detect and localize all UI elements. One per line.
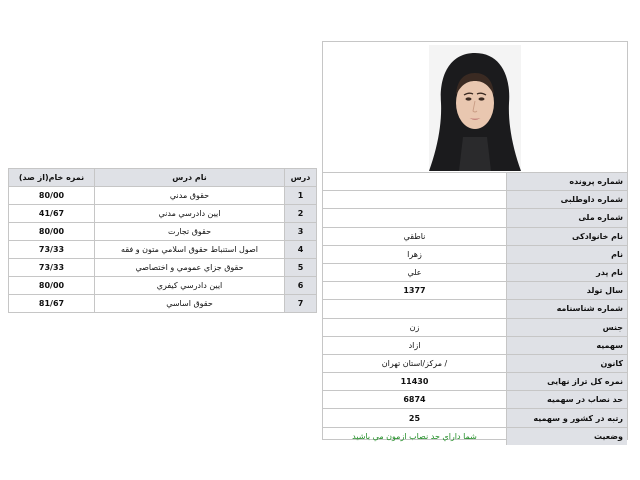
course-scores-table [8,168,317,313]
info-row-birth-year [323,282,627,300]
info-row-gender [323,318,627,336]
course-score: 80/00 [9,277,95,295]
candidate-profile-panel [322,41,628,440]
table-row [9,205,317,223]
rank-value: 25 [323,409,507,427]
course-number: 4 [285,241,317,259]
file-number-value [323,173,507,191]
birth-certificate-label: شماره شناسنامه [507,300,628,318]
table-row [9,259,317,277]
info-row-rank [323,409,627,427]
gender-value: زن [323,318,507,336]
table-row [9,277,317,295]
table-row [9,223,317,241]
national-id-label: شماره ملی [507,209,628,227]
photo-cell [323,42,627,173]
table-row [9,187,317,205]
bar-center-label: کانون [507,354,628,372]
quota-label: سهمیه [507,336,628,354]
table-row [9,295,317,313]
info-row-quota [323,336,627,354]
info-row-father-name [323,263,627,281]
quota-value: ازاد [323,336,507,354]
father-name-label: نام پدر [507,263,628,281]
applicant-number-value [323,191,507,209]
national-id-value [323,209,507,227]
info-row-last-name [323,227,627,245]
info-row-bar-center [323,354,627,372]
candidate-info-table [323,173,627,445]
candidate-portrait-photo [429,45,521,171]
file-number-label: شماره پرونده [507,173,628,191]
course-score: 41/67 [9,205,95,223]
course-number: 3 [285,223,317,241]
course-name: حقوق اساسي [95,295,285,313]
father-name-value: علي [323,263,507,281]
course-name: حقوق جزاي عمومي و اختصاصي [95,259,285,277]
status-value: شما داراي حد نصاب ازمون مي باشيد [352,431,477,441]
course-score: 81/67 [9,295,95,313]
course-number: 1 [285,187,317,205]
course-number: 7 [285,295,317,313]
table-row [9,241,317,259]
last-name-label: نام خانوادکی [507,227,628,245]
info-row-file-number [323,173,627,191]
quota-threshold-value: 6874 [323,391,507,409]
first-name-value: زهرا [323,245,507,263]
info-row-quota-threshold [323,391,627,409]
info-row-total-score [323,373,627,391]
course-score: 80/00 [9,223,95,241]
info-row-birth-certificate [323,300,627,318]
total-score-label: نمره کل تراز نهایی [507,373,628,391]
last-name-value: ناطقي [323,227,507,245]
info-row-first-name [323,245,627,263]
course-name: حقوق مدني [95,187,285,205]
course-name: اصول استنباط حقوق اسلامي متون و فقه [95,241,285,259]
birth-year-value: 1377 [323,282,507,300]
bar-center-value: / مركز/استان تهران [323,354,507,372]
table-header-row [9,169,317,187]
course-name-column-header: نام درس [95,169,285,187]
rank-label: رتبه در کشور و سهمیه [507,409,628,427]
score-column-header: نمره خام(از صد) [9,169,95,187]
info-row-national-id [323,209,627,227]
course-score: 73/33 [9,259,95,277]
first-name-label: نام [507,245,628,263]
birth-year-label: سال تولد [507,282,628,300]
course-number-column-header: درس [285,169,317,187]
applicant-number-label: شماره داوطلبی [507,191,628,209]
gender-label: جنس [507,318,628,336]
course-score: 80/00 [9,187,95,205]
info-row-applicant-number [323,191,627,209]
course-number: 6 [285,277,317,295]
course-number: 5 [285,259,317,277]
quota-threshold-label: حد نصاب در سهمیه [507,391,628,409]
course-name: حقوق تجارت [95,223,285,241]
course-score: 73/33 [9,241,95,259]
info-row-status [323,427,627,445]
course-name: ايين دادرسي كيفري [95,277,285,295]
total-score-value: 11430 [323,373,507,391]
course-number: 2 [285,205,317,223]
status-label: وضعیت [507,427,628,445]
course-name: ايين دادرسي مدني [95,205,285,223]
birth-certificate-value [323,300,507,318]
